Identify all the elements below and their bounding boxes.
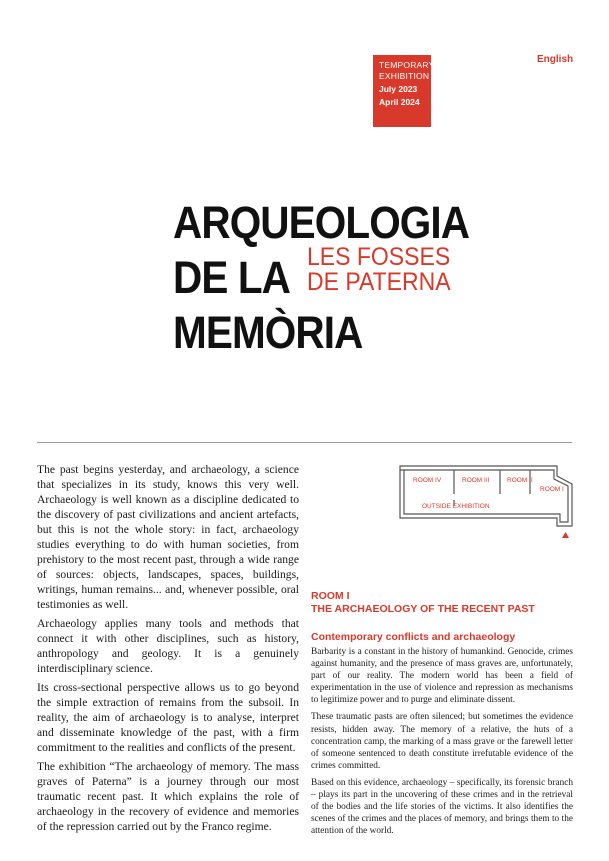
title-line-1: ARQUEOLOGIA	[173, 197, 470, 248]
intro-text-column	[37, 462, 299, 838]
entrance-arrow-icon	[562, 532, 569, 538]
title-line-2: DE LA	[173, 252, 290, 303]
room-1-label: ROOM I	[540, 486, 564, 493]
exhibition-dates-badge	[373, 55, 435, 127]
divider-line	[37, 442, 572, 443]
room-2-label: ROOM II	[507, 477, 533, 484]
title-line-3: MEMÒRIA	[173, 307, 363, 358]
room-1-text-column	[311, 590, 573, 842]
badge-start-date: July 2023	[379, 84, 418, 94]
intro-paragraph-2: Archaeology applies many tools and methods that connect it with other disciplines, such as history, anthropology and geology. It is a genuinely interdisciplinary science.	[37, 617, 299, 675]
badge-line-1: TEMPORARY	[379, 60, 435, 70]
badge-end-date: April 2024	[379, 97, 420, 107]
room-title: THE ARCHAEOLOGY OF THE RECENT PAST	[311, 603, 535, 615]
room-paragraph-2: These traumatic pasts are often silenced; but sometimes the evidence resists, hidden away. The memory of a relative, the huts of a concentration camp, the marking of a mass grave or the farewell letter of someone sentenced to death constitute irrefutable evidence of the crimes committed.	[311, 712, 573, 771]
language-label: English	[537, 54, 574, 65]
intro-paragraph-3: Its cross-sectional perspective allows us to go beyond the simple extraction of remains from the subsoil. In reality, the aim of archaeology is to analyse, interpret and disseminate knowledge of the past, with a firm commitment to the realities and conflicts of the present.	[37, 681, 299, 754]
room-paragraph-1: Barbarity is a constant in the history of humankind. Genocide, crimes against humanity, and the presence of mass graves are, unfortunately, part of our reality. The modern world has been a field of experimentation in the use of violence and repression as mechanisms to legitimize power and to purge and eliminate dissent.	[311, 647, 573, 706]
intro-paragraph-4: The exhibition “The archaeology of memory. The mass graves of Paterna” is a journey through our most traumatic recent past. It which explains the role of archaeology in the recovery of evidence and memories of the repression carried out by the Franco regime.	[37, 760, 299, 833]
room-3-label: ROOM III	[462, 477, 490, 484]
intro-paragraph-1: The past begins yesterday, and archaeology, a science that specializes in its study, knows this very well. Archaeology is well known as a discipline dedicated to the discovery of past civilizations and ancient artefacts, but this is not the whole story: in fact, archaeology studies everything to do with human societies, from prehistory to the most recent past, through a wide range of sources: objects, landscapes, spaces, buildings, writings, human remains... and, whenever possible, oral testimonies as well.	[37, 463, 299, 611]
badge-line-2: EXHIBITION	[379, 71, 430, 81]
outside-exhibition-label: OUTSIDE EXHIBITION	[422, 503, 490, 510]
subtitle-line-2: DE PATERNA	[307, 268, 451, 296]
floor-plan	[397, 460, 577, 542]
room-4-label: ROOM IV	[413, 477, 442, 484]
subtitle-line-1: LES FOSSES	[307, 243, 451, 271]
page-subtitle	[307, 245, 451, 295]
section-title: Contemporary conflicts and archaeology	[311, 631, 516, 643]
room-label: ROOM I	[311, 590, 350, 602]
room-paragraph-3: Based on this evidence, archaeology – specifically, its forensic branch – plays its part in the uncovering of these crimes and in the retrieval of the bodies and the life stories of the victims. It also identifies the scenes of the crimes and the places of memory, and brings them to the attention of the world.	[311, 777, 573, 837]
